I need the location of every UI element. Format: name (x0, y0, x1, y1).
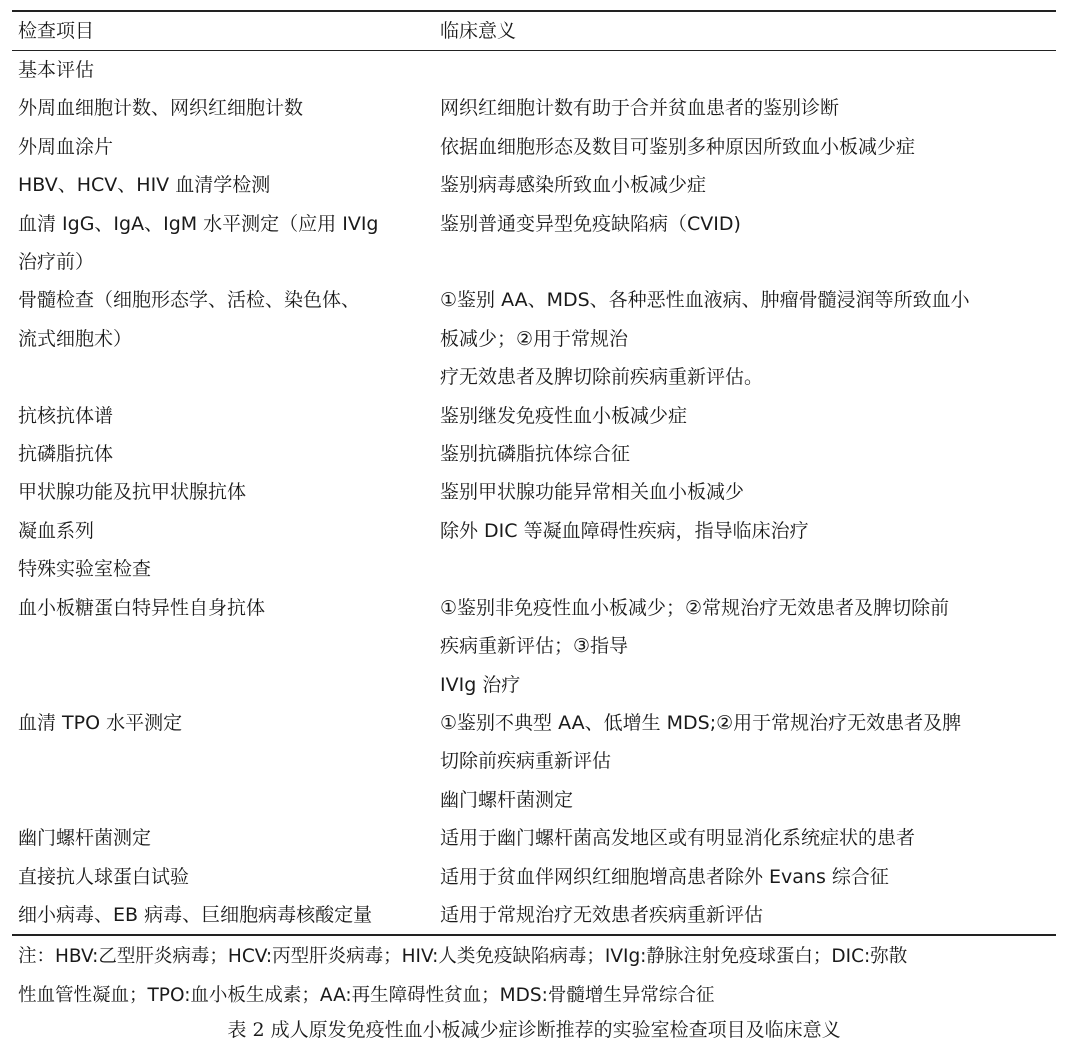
cell-meaning (432, 166, 1056, 204)
cell-meaning (432, 397, 1056, 435)
cell-meaning-line: ①鉴别不典型 AA、低增生 MDS;②用于常规治疗无效患者及脾 (440, 711, 962, 734)
cell-item (12, 473, 432, 511)
document (12, 10, 1056, 1045)
cell-meaning-line: 疾病重新评估；③指导 (440, 635, 629, 658)
cell-item (12, 281, 432, 396)
cell-item (12, 550, 432, 588)
cell-meaning (432, 89, 1056, 127)
cell-item (12, 128, 432, 166)
table-body (12, 51, 1056, 934)
header-item: 检查项目 (18, 20, 95, 42)
cell-meaning-line: 疗无效患者及脾切除前疾病重新评估。 (440, 366, 764, 389)
cell-item-line: HBV、HCV、HIV 血清学检测 (18, 174, 271, 197)
cell-meaning-line: ①鉴别 AA、MDS、各种恶性血液病、肿瘤骨髓浸润等所致血小 (440, 289, 970, 312)
cell-item-line: 直接抗人球蛋白试验 (18, 865, 190, 888)
cell-item (12, 704, 432, 819)
cell-item (12, 435, 432, 473)
table-row (12, 128, 1056, 166)
cell-item-line: 血清 IgG、IgA、IgM 水平测定（应用 IVIg (18, 212, 379, 235)
cell-meaning-line: 切除前疾病重新评估 (440, 750, 612, 773)
cell-meaning-line: 鉴别普通变异型免疫缺陷病（CVID) (440, 212, 741, 235)
cell-meaning-line: 鉴别抗磷脂抗体综合征 (440, 443, 631, 466)
cell-item (12, 205, 432, 282)
table-row (12, 397, 1056, 435)
cell-item (12, 166, 432, 204)
table-row (12, 435, 1056, 473)
cell-item (12, 896, 432, 934)
cell-item-line: 特殊实验室检查 (18, 558, 152, 581)
cell-meaning (432, 550, 1056, 588)
cell-item-line: 凝血系列 (18, 519, 95, 542)
cell-item (12, 512, 432, 550)
cell-item-line: 幽门螺杆菌测定 (18, 827, 152, 850)
cell-item-line: 抗核抗体谱 (18, 404, 114, 427)
table-row (12, 819, 1056, 857)
table-header-row (12, 12, 1056, 50)
header-meaning: 临床意义 (440, 20, 517, 42)
cell-item (12, 397, 432, 435)
table-row (12, 473, 1056, 511)
cell-meaning-line: 板减少；②用于常规治 (440, 327, 629, 350)
cell-meaning (432, 819, 1056, 857)
cell-item-line: 细小病毒、EB 病毒、巨细胞病毒核酸定量 (18, 903, 373, 926)
cell-item (12, 51, 432, 89)
table-row (12, 205, 1056, 282)
cell-item (12, 589, 432, 704)
table-row (12, 550, 1056, 588)
table-notes (12, 938, 1056, 1015)
table-row (12, 51, 1056, 89)
cell-item (12, 858, 432, 896)
cell-meaning (432, 896, 1056, 934)
cell-meaning-line: 依据血细胞形态及数目可鉴别多种原因所致血小板减少症 (440, 135, 916, 158)
table-row (12, 89, 1056, 127)
cell-meaning (432, 858, 1056, 896)
table-row (12, 166, 1056, 204)
cell-item-line: 流式细胞术） (18, 327, 133, 350)
cell-meaning (432, 281, 1056, 396)
note-line: 注：HBV:乙型肝炎病毒；HCV:丙型肝炎病毒；HIV:人类免疫缺陷病毒；IVIg:静脉注射免疫球蛋白；DIC:弥散 (18, 946, 908, 968)
table-row (12, 896, 1056, 934)
cell-item-line: 血小板糖蛋白特异性自身抗体 (18, 596, 266, 619)
table-bottom-rule (12, 934, 1056, 936)
cell-meaning-line: IVIg 治疗 (440, 673, 521, 696)
cell-item (12, 89, 432, 127)
table-row (12, 589, 1056, 704)
table-row (12, 512, 1056, 550)
cell-item-line: 外周血涂片 (18, 135, 114, 158)
cell-meaning-line: 幽门螺杆菌测定 (440, 788, 574, 811)
cell-meaning-line: 适用于贫血伴网织红细胞增高患者除外 Evans 综合征 (440, 865, 889, 888)
cell-meaning-line: 鉴别继发免疫性血小板减少症 (440, 404, 688, 427)
cell-meaning-line: 鉴别病毒感染所致血小板减少症 (440, 174, 707, 197)
cell-meaning-line: 除外 DIC 等凝血障碍性疾病，指导临床治疗 (440, 519, 809, 542)
cell-item (12, 819, 432, 857)
cell-item-line: 基本评估 (18, 59, 95, 81)
cell-meaning (432, 589, 1056, 704)
cell-item-line: 外周血细胞计数、网织红细胞计数 (18, 97, 304, 120)
note-line: 性血管性凝血；TPO:血小板生成素；AA:再生障碍性贫血；MDS:骨髓增生异常综合征 (18, 984, 715, 1006)
cell-item-line: 治疗前） (18, 251, 95, 274)
cell-meaning-line: 鉴别甲状腺功能异常相关血小板减少 (440, 481, 745, 504)
cell-item-line: 甲状腺功能及抗甲状腺抗体 (18, 481, 247, 504)
cell-meaning-line: 网织红细胞计数有助于合并贫血患者的鉴别诊断 (440, 97, 840, 120)
cell-item-line: 骨髓检查（细胞形态学、活检、染色体、 (18, 289, 361, 312)
cell-meaning (432, 51, 1056, 89)
cell-item-line: 血清 TPO 水平测定 (18, 711, 183, 734)
cell-item-line: 抗磷脂抗体 (18, 443, 114, 466)
cell-meaning (432, 512, 1056, 550)
cell-meaning (432, 473, 1056, 511)
cell-meaning-line: 适用于常规治疗无效患者疾病重新评估 (440, 903, 764, 926)
cell-meaning (432, 435, 1056, 473)
table-row (12, 704, 1056, 819)
cell-meaning-line: 适用于幽门螺杆菌高发地区或有明显消化系统症状的患者 (440, 827, 916, 850)
cell-meaning-line: ①鉴别非免疫性血小板减少；②常规治疗无效患者及脾切除前 (440, 596, 950, 619)
cell-meaning (432, 704, 1056, 819)
cell-meaning (432, 205, 1056, 282)
table-caption: 表 2 成人原发免疫性血小板减少症诊断推荐的实验室检查项目及临床意义 (227, 1019, 841, 1042)
cell-meaning (432, 128, 1056, 166)
table-row (12, 858, 1056, 896)
table-row (12, 281, 1056, 396)
